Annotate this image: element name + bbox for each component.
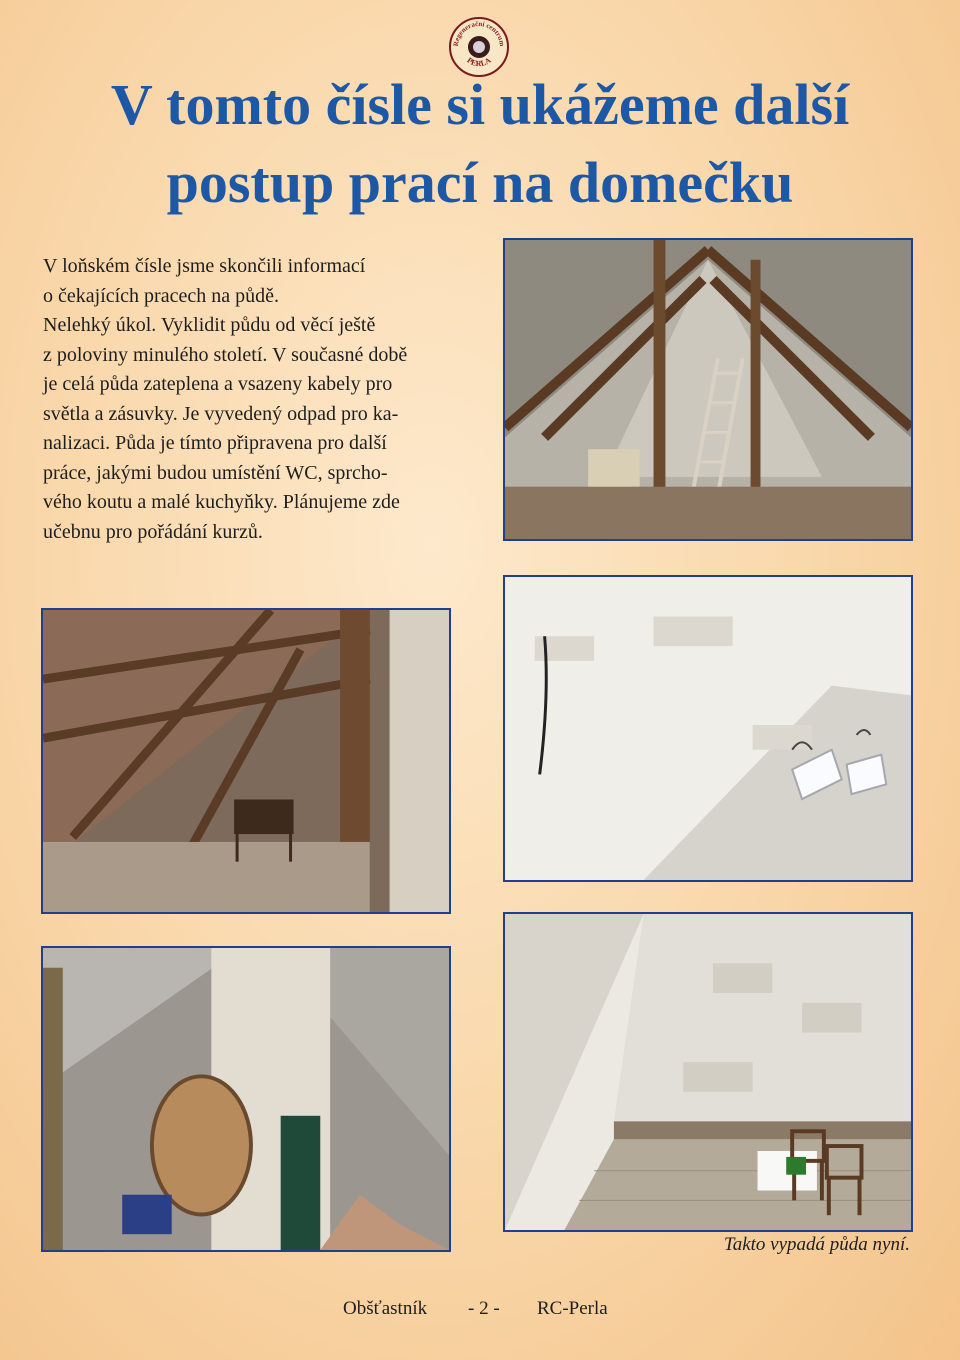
intro-line: je celá půda zateplena a vsazeny kabely pro — [43, 373, 393, 395]
svg-text:Regenerační centrum: Regenerační centrum — [451, 19, 507, 47]
footer-organization: RC-Perla — [537, 1298, 608, 1319]
photo-renovated-ceiling — [503, 575, 913, 882]
intro-paragraph — [43, 252, 453, 547]
intro-line: z poloviny minulého století. V současné době — [43, 343, 408, 366]
photo-attic-table — [41, 608, 451, 914]
intro-line: práce, jakými budou umístění WC, sprcho- — [43, 461, 388, 484]
page-title — [0, 66, 960, 222]
intro-line: V loňském čísle jsme skončili informací — [43, 255, 366, 277]
footer-page-number: - 2 - — [468, 1298, 500, 1319]
intro-line: vého koutu a malé kuchyňky. Plánujeme zde — [43, 491, 400, 513]
svg-text:PERLA: PERLA — [465, 55, 493, 69]
title-line-1: V tomto čísle si ukážeme další — [110, 72, 850, 137]
footer-publication: Obšťastník — [343, 1298, 428, 1319]
title-line-2: postup prací na domečku — [166, 150, 794, 215]
photo-attic-clutter — [41, 946, 451, 1252]
intro-line: učebnu pro pořádání kurzů. — [43, 520, 263, 543]
intro-line: světla a zásuvky. Je vyvedený odpad pro ka- — [43, 402, 399, 425]
photo-caption: Takto vypadá půda nyní. — [723, 1234, 910, 1255]
intro-line: Nelehký úkol. Vyklidit půdu od věcí ještě — [43, 314, 376, 336]
intro-line: nalizaci. Půda je tímto připravena pro další — [43, 432, 387, 454]
photo-attic-ladder — [503, 238, 913, 541]
intro-line: o čekajících pracech na půdě. — [43, 284, 279, 307]
photo-renovated-attic-chairs — [503, 912, 913, 1232]
